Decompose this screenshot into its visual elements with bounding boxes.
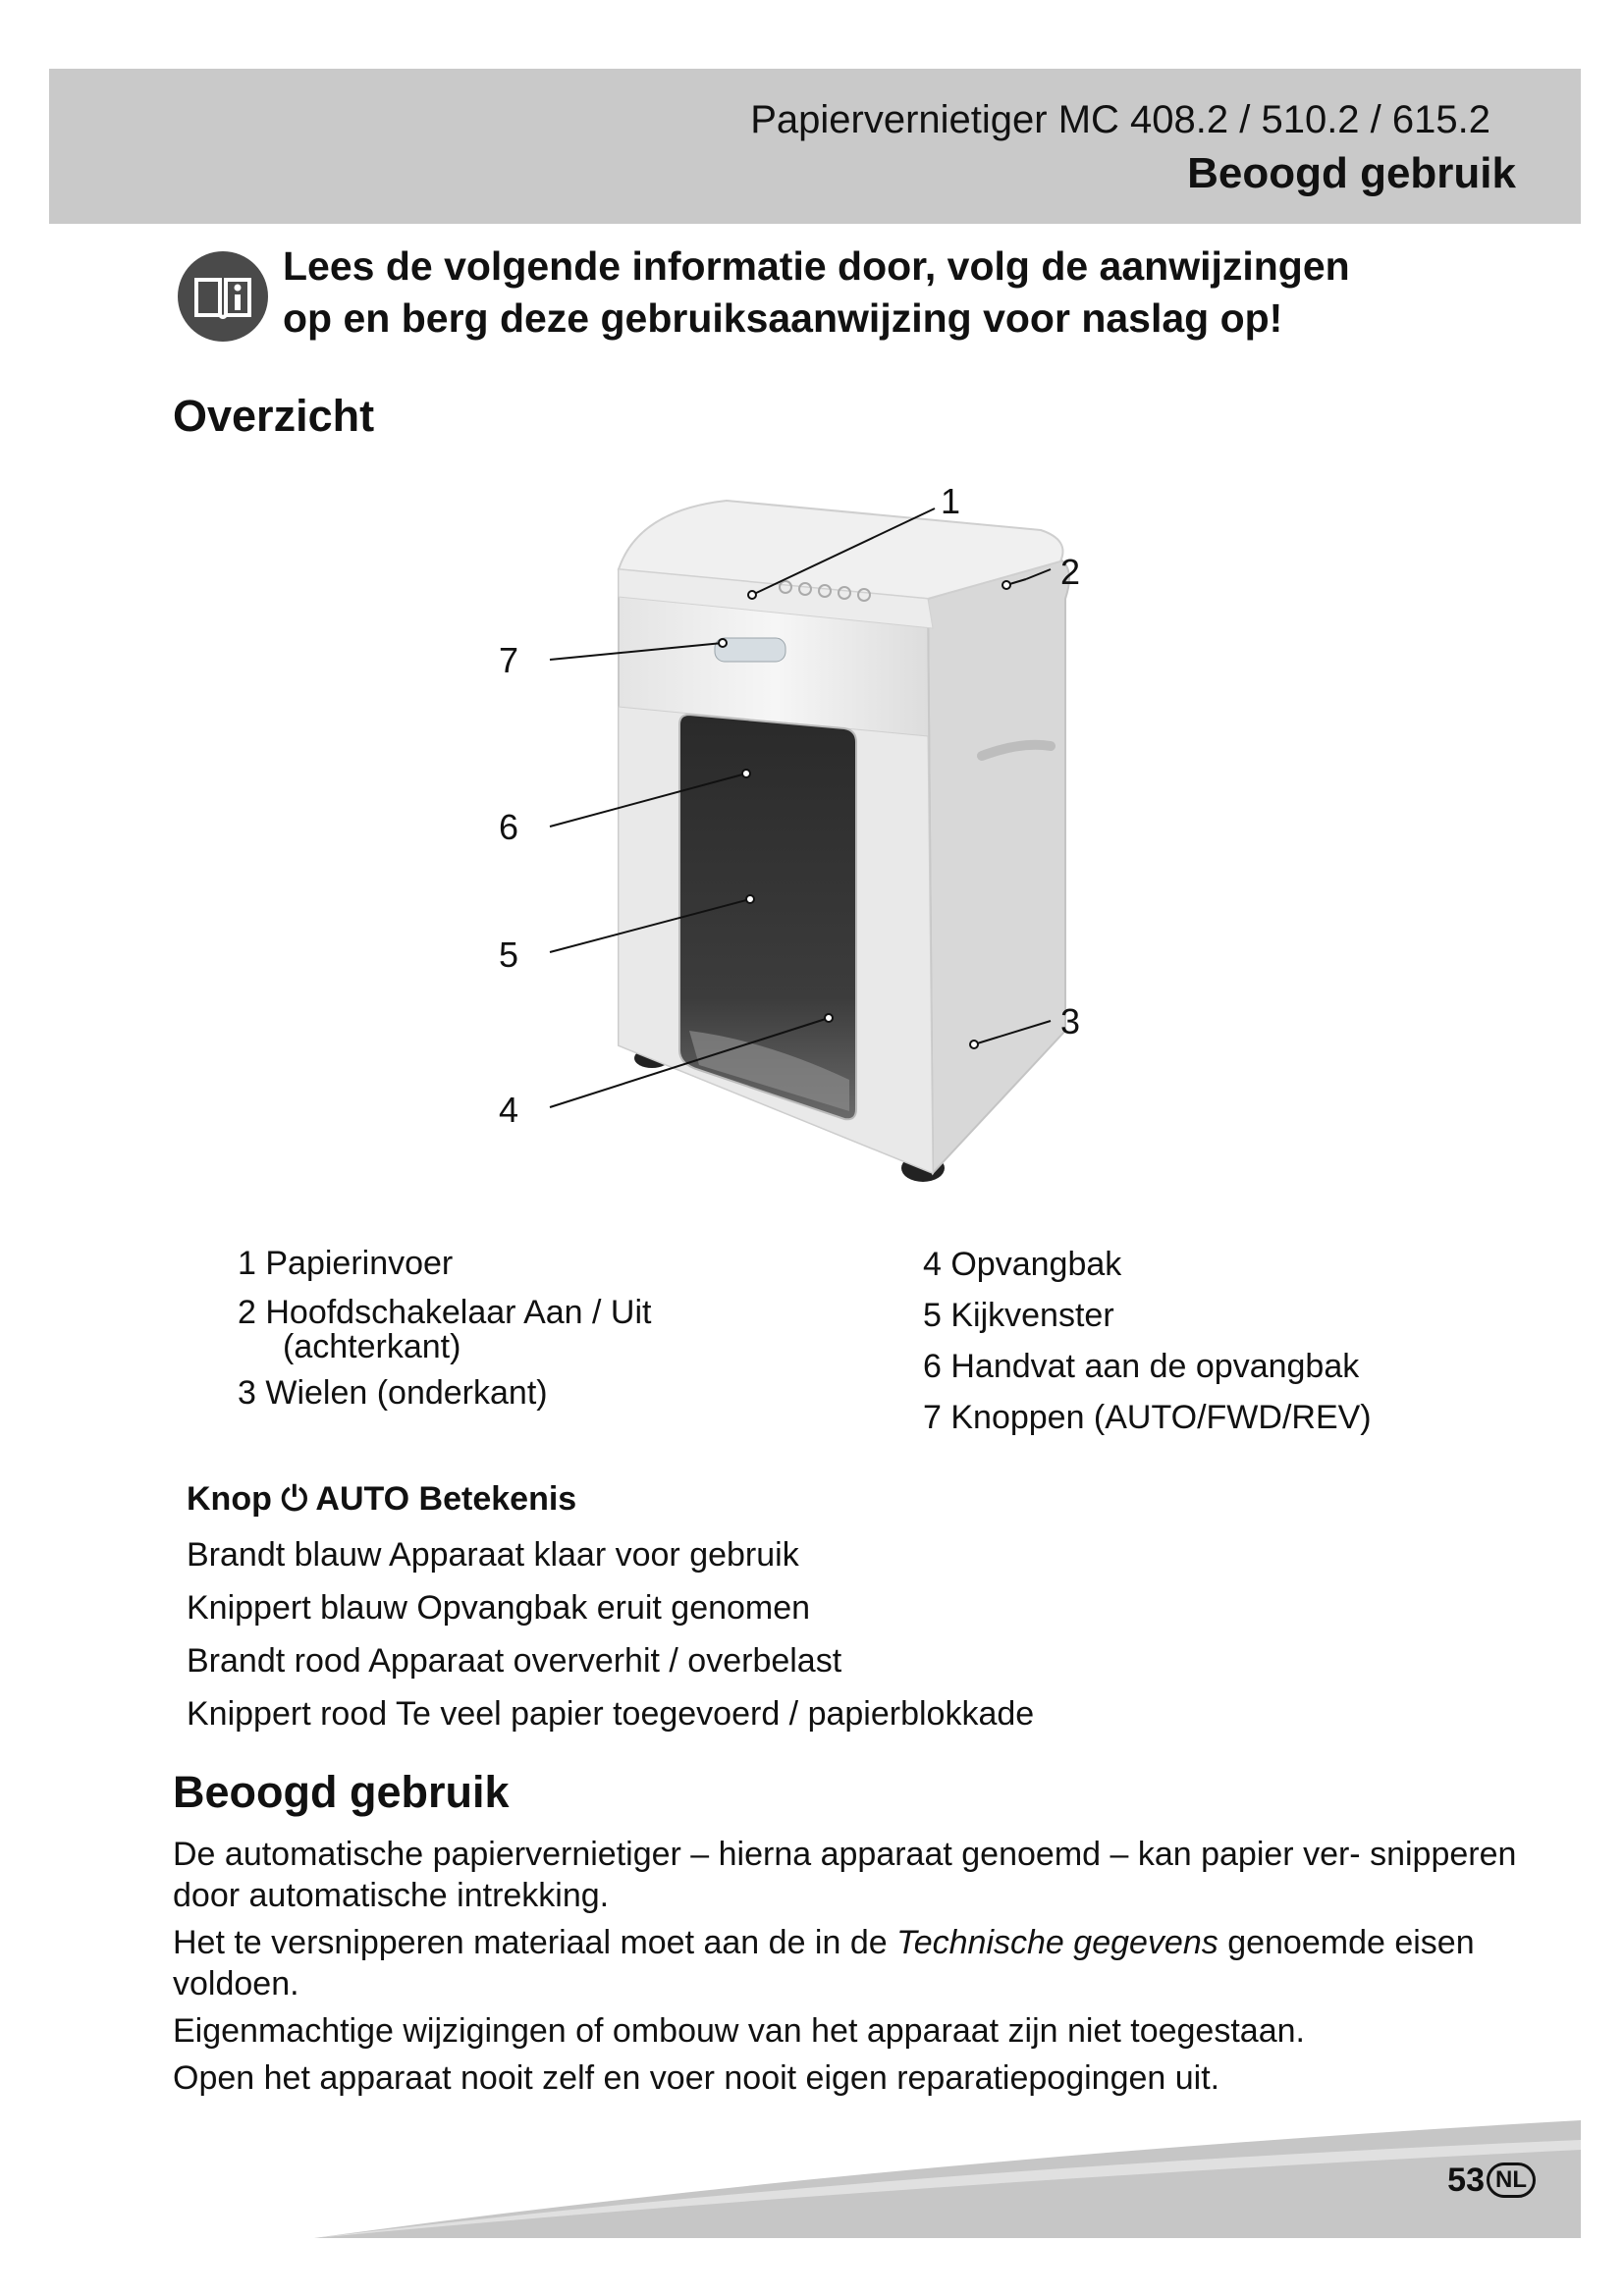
legend-item-2: 2 Hoofdschakelaar Aan / Uit [238,1294,652,1331]
status-row: Knippert blauw Opvangbak eruit genomen [187,1589,811,1627]
intended-use-body [173,1834,1547,2105]
callout-6: 6 [499,807,519,847]
intended-use-p2 [173,1922,1547,2004]
callout-3: 3 [1060,1001,1081,1041]
footer-swoosh [0,2101,1624,2238]
book-info-icon [177,250,269,343]
p2-text-after: genoemde eisen voldoen. [173,1924,1475,2002]
legend-item-5: 5 Kijkvenster [923,1297,1114,1334]
notice-block [177,240,1551,348]
intended-use-p3: Eigenmachtige wijzigingen of ombouw van het apparaat zijn niet toegestaan. [173,2012,1305,2050]
status-row: Knippert rood Te veel papier toegevoerd / papierblokkade [187,1695,1035,1733]
legend-left [238,1239,651,1417]
legend-item-6: 6 Handvat aan de opvangbak [923,1348,1360,1385]
notice-text [283,240,1350,345]
notice-line-1: Lees de volgende informatie door, volg de aanwijzingen [283,243,1350,289]
legend-item-2-note: (achterkant) [283,1328,461,1365]
intended-use-p4: Open het apparaat nooit zelf en voer nooit eigen reparatiepogingen uit. [173,2059,1220,2097]
status-header-suffix: AUTO Betekenis [315,1480,577,1518]
overview-title: Overzicht [173,391,375,441]
legend-item-4: 4 Opvangbak [923,1246,1122,1283]
notice-line-2: op en berg deze gebruiksaanwijzing voor naslag op! [283,295,1283,341]
header-title: Beoogd gebruik [1187,149,1516,197]
page-number [1447,2162,1536,2200]
shredder-illustration [471,481,1198,1207]
callout-1: 1 [941,481,961,521]
callout-2: 2 [1060,552,1081,592]
intended-use-p1: De automatische papiervernietiger – hierna apparaat genoemd – kan papier ver- snipperen door automatische intrekking. [173,1836,1517,1914]
legend-item-1: 1 Papierinvoer [238,1245,454,1282]
status-table-header [187,1480,1034,1519]
status-row: Brandt blauw Apparaat klaar voor gebruik [187,1536,799,1574]
power-icon: ⏻ [281,1480,308,1518]
intended-use-title: Beoogd gebruik [173,1767,510,1817]
shredder-figure [471,481,1198,1207]
status-table [187,1480,1034,1740]
status-row: Brandt rood Apparaat oververhit / overbelast [187,1642,842,1680]
header-band [49,69,1581,224]
callout-7: 7 [499,640,519,680]
legend-item-7: 7 Knoppen (AUTO/FWD/REV) [923,1399,1372,1436]
page-number-value: 53 [1447,2162,1485,2199]
callout-5: 5 [499,934,519,975]
callout-4: 4 [499,1090,519,1130]
legend-right [923,1239,1372,1443]
header-subtitle: Papiervernietiger MC 408.2 / 510.2 / 615.2 [750,98,1490,141]
language-badge: NL [1487,2163,1536,2198]
legend-item-3: 3 Wielen (onderkant) [238,1374,548,1412]
p2-italic-ref: Technische gegevens [896,1924,1218,1961]
status-header-prefix: Knop [187,1480,272,1518]
p2-text-before: Het te versnipperen materiaal moet aan de in de [173,1924,897,1961]
